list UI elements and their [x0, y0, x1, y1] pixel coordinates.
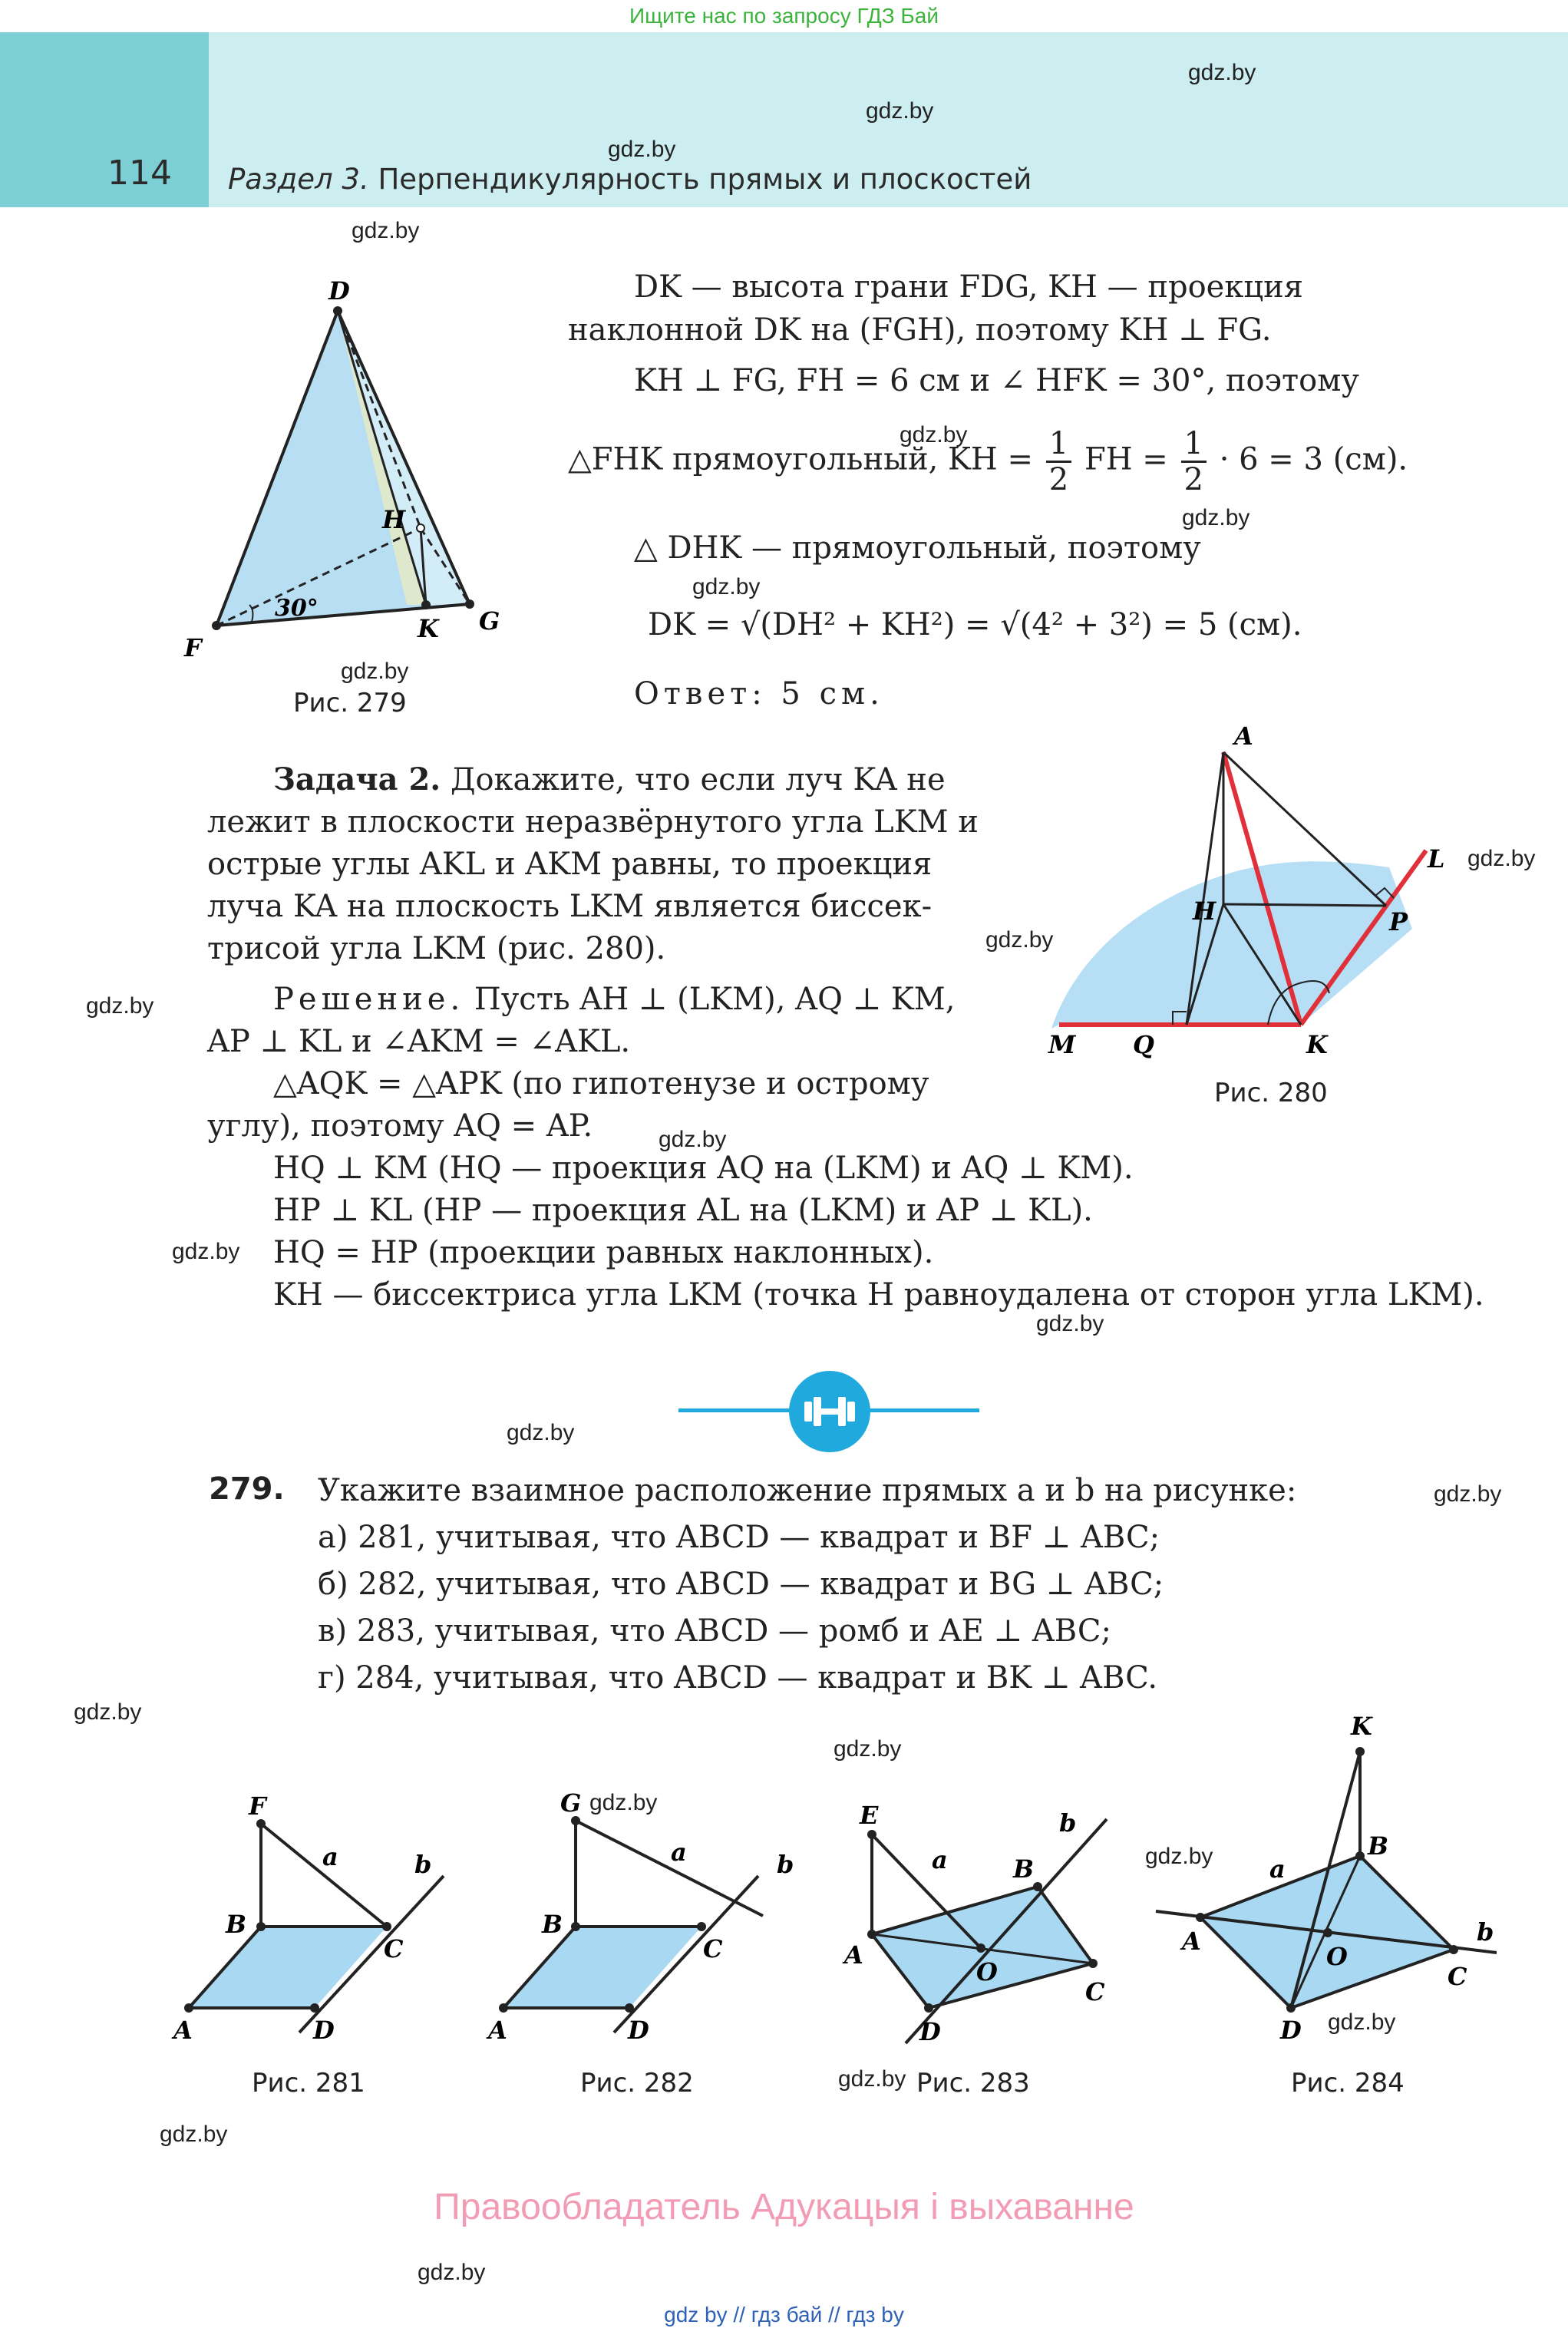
- caption-fig282: Рис. 282: [580, 2068, 694, 2099]
- segment-hp: [1223, 904, 1386, 906]
- caption-fig279: Рис. 279: [293, 688, 407, 718]
- watermark: gdz.by: [834, 1736, 902, 1762]
- figure-280: [1044, 706, 1504, 1067]
- caption-fig283: Рис. 283: [916, 2068, 1030, 2099]
- caption-fig280: Рис. 280: [1214, 1078, 1328, 1108]
- point-c: [1449, 1945, 1458, 1954]
- point-h: [417, 524, 424, 532]
- watermark: gdz.by: [900, 422, 968, 447]
- caption-fig281: Рис. 281: [252, 2068, 365, 2099]
- point-o: [976, 1943, 985, 1953]
- label-g: G: [479, 606, 500, 636]
- point-b: [256, 1922, 266, 1931]
- top-banner: Ищите нас по запросу ГДЗ Бай: [629, 4, 939, 28]
- label-b: B: [1368, 1831, 1389, 1861]
- watermark: gdz.by: [1182, 505, 1250, 530]
- watermark: gdz.by: [86, 993, 154, 1019]
- label-k: K: [1351, 1712, 1372, 1741]
- label-k: K: [418, 614, 439, 643]
- label-d: D: [313, 2016, 335, 2045]
- point-d: [333, 306, 342, 315]
- angle-label: 30°: [275, 595, 319, 622]
- watermark: gdz.by: [1434, 1481, 1502, 1507]
- task2-line: лежит в плоскости неразвёрнутого угла LKM и: [207, 804, 979, 840]
- point-f: [212, 621, 221, 630]
- watermark: gdz.by: [341, 659, 409, 684]
- header-accent: [0, 32, 209, 207]
- watermark: gdz.by: [866, 98, 934, 124]
- square-abcd: [503, 1927, 701, 2008]
- point-d: [625, 2003, 634, 2013]
- label-p: P: [1389, 907, 1408, 936]
- task2-solution: Решение. Пусть AH ⊥ (LKM), AQ ⊥ KM,: [273, 982, 956, 1017]
- task2-solution: HP ⊥ KL (HP — проекция AL на (LKM) и AP ⊥ KL).: [273, 1193, 1093, 1228]
- label-c: C: [384, 1934, 404, 1963]
- label-f: F: [249, 1791, 266, 1821]
- watermark: gdz.by: [1036, 1311, 1104, 1336]
- label-q: Q: [1133, 1030, 1154, 1059]
- watermark: gdz.by: [1467, 846, 1536, 871]
- point-k: [1355, 1747, 1365, 1756]
- footer-links[interactable]: gdz by // гдз бай // гдз by: [664, 2303, 904, 2326]
- task2-solution: △AQK = △APK (по гипотенузе и острому: [273, 1066, 929, 1101]
- label-o: O: [1326, 1942, 1348, 1971]
- square-abcd: [189, 1927, 387, 2008]
- solution-line: △ DHK — прямоугольный, поэтому: [634, 530, 1201, 566]
- fraction: $\frac{1}{2}$: [1046, 427, 1071, 497]
- watermark: gdz.by: [692, 574, 761, 599]
- figure-279: [169, 261, 599, 668]
- line-a: [261, 1824, 387, 1927]
- formula-dk: DK = √(DH² + KH²) = √(4² + 3²) = 5 (см).: [648, 607, 1302, 642]
- solution-line: наклонной DK на (FGH), поэтому KH ⊥ FG.: [568, 312, 1272, 348]
- figure-281: [153, 1773, 476, 2065]
- label-a-line: a: [671, 1838, 687, 1867]
- label-e: E: [860, 1801, 879, 1830]
- answer: Ответ: 5 см.: [634, 676, 884, 712]
- dumbbell-icon: [787, 1369, 872, 1454]
- task2-solution: HQ ⊥ KM (HQ — проекция AQ на (LKM) и AQ ⊥ KM).: [273, 1151, 1134, 1186]
- point-a: [867, 1930, 876, 1939]
- label-d: D: [628, 2016, 649, 2045]
- figure-282: [468, 1773, 794, 2065]
- solution-line: KH ⊥ FG, FH = 6 см и ∠ HFK = 30°, поэтому: [634, 363, 1359, 398]
- line-a: [576, 1821, 763, 1916]
- label-c: C: [1085, 1977, 1105, 2006]
- label-a-line: a: [932, 1845, 948, 1874]
- watermark: gdz.by: [74, 1699, 142, 1725]
- watermark: gdz.by: [507, 1420, 575, 1445]
- exercise-item: а) 281, учитывая, что ABCD — квадрат и BF ⊥ ABC;: [318, 1520, 1160, 1555]
- point-c: [697, 1922, 706, 1931]
- label-a: A: [173, 2016, 193, 2045]
- exercise-item: в) 283, учитывая, что ABCD — ромб и AE ⊥ ABC;: [318, 1613, 1111, 1649]
- divider-line: [678, 1408, 794, 1412]
- watermark: gdz.by: [1328, 2009, 1396, 2035]
- point-g: [465, 599, 474, 609]
- point-a: [1196, 1913, 1205, 1922]
- exercise-item: б) 282, учитывая, что ABCD — квадрат и BG ⊥ ABC;: [318, 1567, 1164, 1602]
- task2-solution: KH — биссектриса угла LKM (точка H равноудалена от сторон угла LKM).: [273, 1277, 1484, 1313]
- point-b: [1033, 1882, 1042, 1891]
- watermark: gdz.by: [1145, 1844, 1213, 1869]
- solution-line-fraction: △FHK прямоугольный, KH = $\frac{1}{2}$ FH = $\frac{1}{2}$ · 6 = 3 (см).: [568, 426, 1408, 497]
- point-d: [310, 2003, 319, 2013]
- point-d: [924, 2003, 933, 2013]
- label-d: D: [1280, 2016, 1302, 2045]
- watermark: gdz.by: [352, 218, 420, 243]
- label-k: K: [1306, 1030, 1328, 1059]
- watermark: gdz.by: [418, 2260, 486, 2285]
- copyright-owner: Правообладатель Адукацыя і выхаванне: [434, 2187, 1134, 2227]
- point-e: [867, 1830, 876, 1839]
- task2-solution: AP ⊥ KL и ∠AKM = ∠AKL.: [207, 1024, 631, 1059]
- label-a: A: [1234, 722, 1253, 751]
- exercise-intro: Укажите взаимное расположение прямых a и b на рисунке:: [318, 1473, 1297, 1508]
- solution-line: DK — высота грани FDG, KH — проекция: [634, 269, 1303, 305]
- label-m: M: [1048, 1030, 1076, 1059]
- watermark: gdz.by: [659, 1127, 727, 1152]
- point-c: [382, 1922, 391, 1931]
- label-g: G: [560, 1788, 582, 1818]
- task2-solution: углу), поэтому AQ = AP.: [207, 1108, 593, 1144]
- label-b: B: [542, 1910, 563, 1939]
- page-number: 114: [107, 154, 172, 193]
- watermark: gdz.by: [172, 1239, 240, 1264]
- point-c: [1088, 1959, 1098, 1968]
- point-a: [499, 2003, 508, 2013]
- watermark: gdz.by: [985, 927, 1054, 953]
- divider-line: [864, 1408, 979, 1412]
- figure-284: [1144, 1704, 1512, 2065]
- label-a: A: [844, 1940, 863, 1970]
- exercise-number: 279.: [209, 1471, 285, 1507]
- watermark: gdz.by: [608, 137, 676, 162]
- label-b: B: [226, 1910, 247, 1939]
- label-a-line: a: [1269, 1854, 1286, 1884]
- label-h: H: [1193, 897, 1216, 926]
- point-o: [1323, 1928, 1332, 1937]
- label-b-line: b: [1059, 1808, 1077, 1838]
- label-b: B: [1013, 1854, 1035, 1884]
- label-h: H: [382, 505, 406, 534]
- label-a: A: [488, 2016, 507, 2045]
- label-c: C: [1448, 1962, 1467, 1991]
- task2-solution: HQ = HP (проекции равных наклонных).: [273, 1235, 934, 1270]
- task2-line: Задача 2. Докажите, что если луч KA не: [273, 761, 946, 797]
- exercise-item: г) 284, учитывая, что ABCD — квадрат и BK ⊥ ABC.: [318, 1660, 1158, 1696]
- caption-fig284: Рис. 284: [1291, 2068, 1405, 2099]
- task2-line: острые углы AKL и AKM равны, то проекция: [207, 847, 933, 882]
- point-d: [1286, 2003, 1296, 2013]
- watermark: gdz.by: [838, 2066, 906, 2092]
- point-b: [571, 1922, 580, 1931]
- label-a-line: a: [322, 1842, 338, 1871]
- point-a: [184, 2003, 193, 2013]
- section-title: Раздел 3. Перпендикулярность прямых и плоскостей: [228, 163, 1032, 196]
- label-a: A: [1182, 1927, 1201, 1956]
- watermark: gdz.by: [589, 1790, 658, 1815]
- figure-283: [829, 1773, 1151, 2065]
- label-f: F: [184, 633, 202, 662]
- point-k: [421, 600, 431, 609]
- label-c: C: [703, 1934, 723, 1963]
- point-b: [1355, 1851, 1365, 1861]
- label-d: D: [919, 2017, 941, 2046]
- task2-line: трисой угла LKM (рис. 280).: [207, 931, 666, 966]
- label-b-line: b: [1477, 1917, 1494, 1947]
- label-b-line: b: [777, 1850, 794, 1879]
- task2-line: луча KA на плоскость LKM является биссек-: [207, 889, 933, 924]
- label-b-line: b: [414, 1850, 432, 1879]
- label-o: O: [976, 1957, 998, 1986]
- watermark: gdz.by: [1188, 60, 1256, 85]
- label-l: L: [1428, 844, 1445, 873]
- fraction: $\frac{1}{2}$: [1181, 427, 1207, 497]
- label-d: D: [328, 276, 350, 305]
- watermark: gdz.by: [160, 2122, 228, 2147]
